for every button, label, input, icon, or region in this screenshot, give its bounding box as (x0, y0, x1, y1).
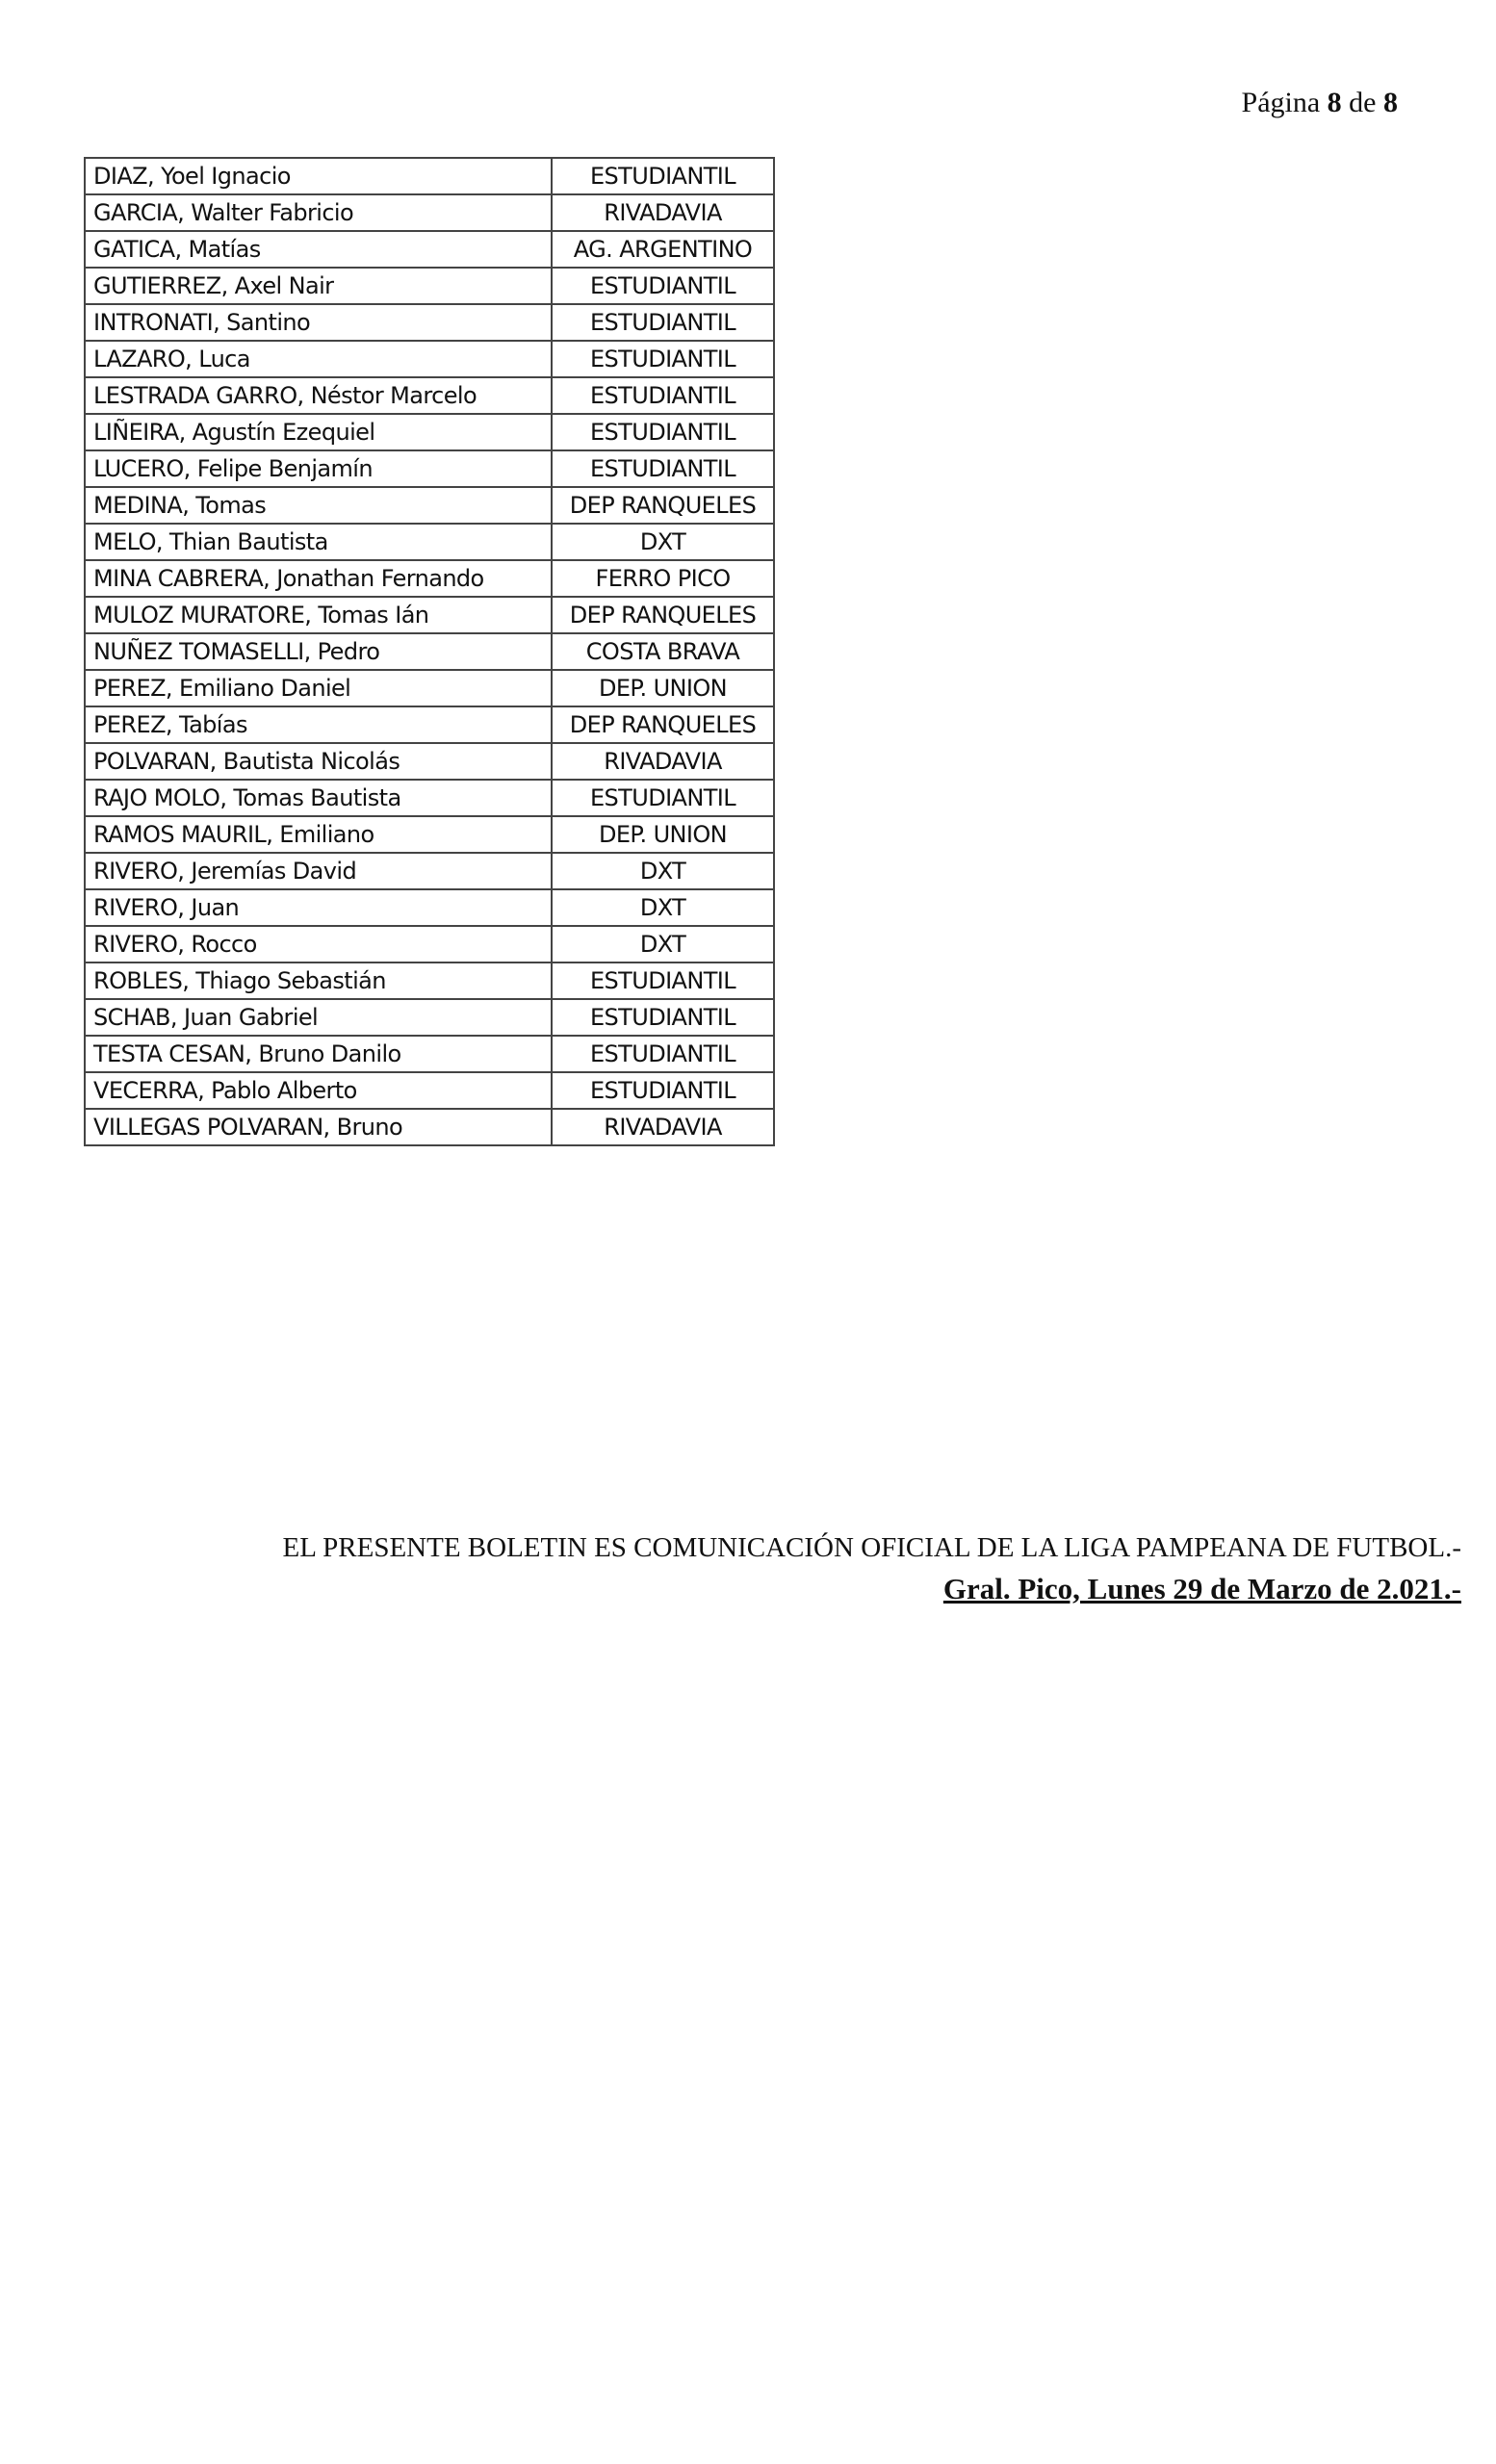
table-row (85, 926, 774, 962)
player-name: VILLEGAS POLVARAN, Bruno (85, 1109, 552, 1145)
player-name: PEREZ, Emiliano Daniel (85, 670, 552, 706)
table-row (85, 780, 774, 816)
player-name: SCHAB, Juan Gabriel (85, 999, 552, 1036)
table-row (85, 487, 774, 524)
player-name: LAZARO, Luca (85, 341, 552, 377)
player-name: PEREZ, Tabías (85, 706, 552, 743)
table-row (85, 670, 774, 706)
table-row (85, 633, 774, 670)
page-number (1242, 87, 1398, 119)
player-club: RIVADAVIA (552, 743, 774, 780)
player-name: RAMOS MAURIL, Emiliano (85, 816, 552, 853)
player-club: DEP RANQUELES (552, 706, 774, 743)
player-name: TESTA CESAN, Bruno Danilo (85, 1036, 552, 1072)
table-row (85, 999, 774, 1036)
table-row (85, 962, 774, 999)
page-word: Página (1241, 87, 1321, 118)
player-name: RAJO MOLO, Tomas Bautista (85, 780, 552, 816)
player-club: AG. ARGENTINO (552, 231, 774, 268)
player-club: ESTUDIANTIL (552, 341, 774, 377)
player-name: NUÑEZ TOMASELLI, Pedro (85, 633, 552, 670)
player-name: MULOZ MURATORE, Tomas Ián (85, 597, 552, 633)
player-name: POLVARAN, Bautista Nicolás (85, 743, 552, 780)
player-club: ESTUDIANTIL (552, 414, 774, 450)
table-row (85, 158, 774, 194)
table-row (85, 597, 774, 633)
table-row (85, 889, 774, 926)
player-club: ESTUDIANTIL (552, 304, 774, 341)
table-row (85, 560, 774, 597)
page-total: 8 (1383, 87, 1398, 118)
table-row (85, 304, 774, 341)
player-club: ESTUDIANTIL (552, 1036, 774, 1072)
player-club: DXT (552, 853, 774, 889)
player-club: DXT (552, 524, 774, 560)
table-row (85, 268, 774, 304)
player-club: ESTUDIANTIL (552, 377, 774, 414)
player-club: RIVADAVIA (552, 194, 774, 231)
player-name: MELO, Thian Bautista (85, 524, 552, 560)
player-name: VECERRA, Pablo Alberto (85, 1072, 552, 1109)
table-row (85, 194, 774, 231)
table-row (85, 853, 774, 889)
player-name: LESTRADA GARRO, Néstor Marcelo (85, 377, 552, 414)
player-name: LIÑEIRA, Agustín Ezequiel (85, 414, 552, 450)
player-name: INTRONATI, Santino (85, 304, 552, 341)
player-club: DEP RANQUELES (552, 487, 774, 524)
player-roster-table (84, 157, 775, 1146)
player-club: COSTA BRAVA (552, 633, 774, 670)
player-name: RIVERO, Jeremías David (85, 853, 552, 889)
player-club: ESTUDIANTIL (552, 268, 774, 304)
player-club: ESTUDIANTIL (552, 158, 774, 194)
player-name: ROBLES, Thiago Sebastián (85, 962, 552, 999)
player-name: LUCERO, Felipe Benjamín (85, 450, 552, 487)
table-row (85, 524, 774, 560)
table-row (85, 816, 774, 853)
player-club: ESTUDIANTIL (552, 780, 774, 816)
player-club: DEP. UNION (552, 670, 774, 706)
player-club: ESTUDIANTIL (552, 450, 774, 487)
roster-body (85, 158, 774, 1145)
player-name: DIAZ, Yoel Ignacio (85, 158, 552, 194)
table-row (85, 1072, 774, 1109)
player-club: DEP. UNION (552, 816, 774, 853)
table-row (85, 450, 774, 487)
player-name: RIVERO, Juan (85, 889, 552, 926)
player-club: ESTUDIANTIL (552, 962, 774, 999)
player-club: FERRO PICO (552, 560, 774, 597)
player-name: RIVERO, Rocco (85, 926, 552, 962)
official-notice: EL PRESENTE BOLETIN ES COMUNICACIÓN OFICIAL DE LA LIGA PAMPEANA DE FUTBOL.- (282, 1532, 1461, 1563)
table-row (85, 377, 774, 414)
player-club: RIVADAVIA (552, 1109, 774, 1145)
page-current: 8 (1327, 87, 1342, 118)
table-row (85, 1036, 774, 1072)
player-club: ESTUDIANTIL (552, 1072, 774, 1109)
table-row (85, 414, 774, 450)
table-row (85, 743, 774, 780)
table-row (85, 341, 774, 377)
table-row (85, 231, 774, 268)
player-name: MINA CABRERA, Jonathan Fernando (85, 560, 552, 597)
table-row (85, 1109, 774, 1145)
player-club: DXT (552, 926, 774, 962)
player-club: DXT (552, 889, 774, 926)
player-name: GARCIA, Walter Fabricio (85, 194, 552, 231)
player-club: DEP RANQUELES (552, 597, 774, 633)
table-row (85, 706, 774, 743)
player-name: GUTIERREZ, Axel Nair (85, 268, 552, 304)
player-club: ESTUDIANTIL (552, 999, 774, 1036)
dateline: Gral. Pico, Lunes 29 de Marzo de 2.021.- (942, 1572, 1461, 1605)
page-of: de (1349, 87, 1377, 118)
player-name: GATICA, Matías (85, 231, 552, 268)
player-name: MEDINA, Tomas (85, 487, 552, 524)
